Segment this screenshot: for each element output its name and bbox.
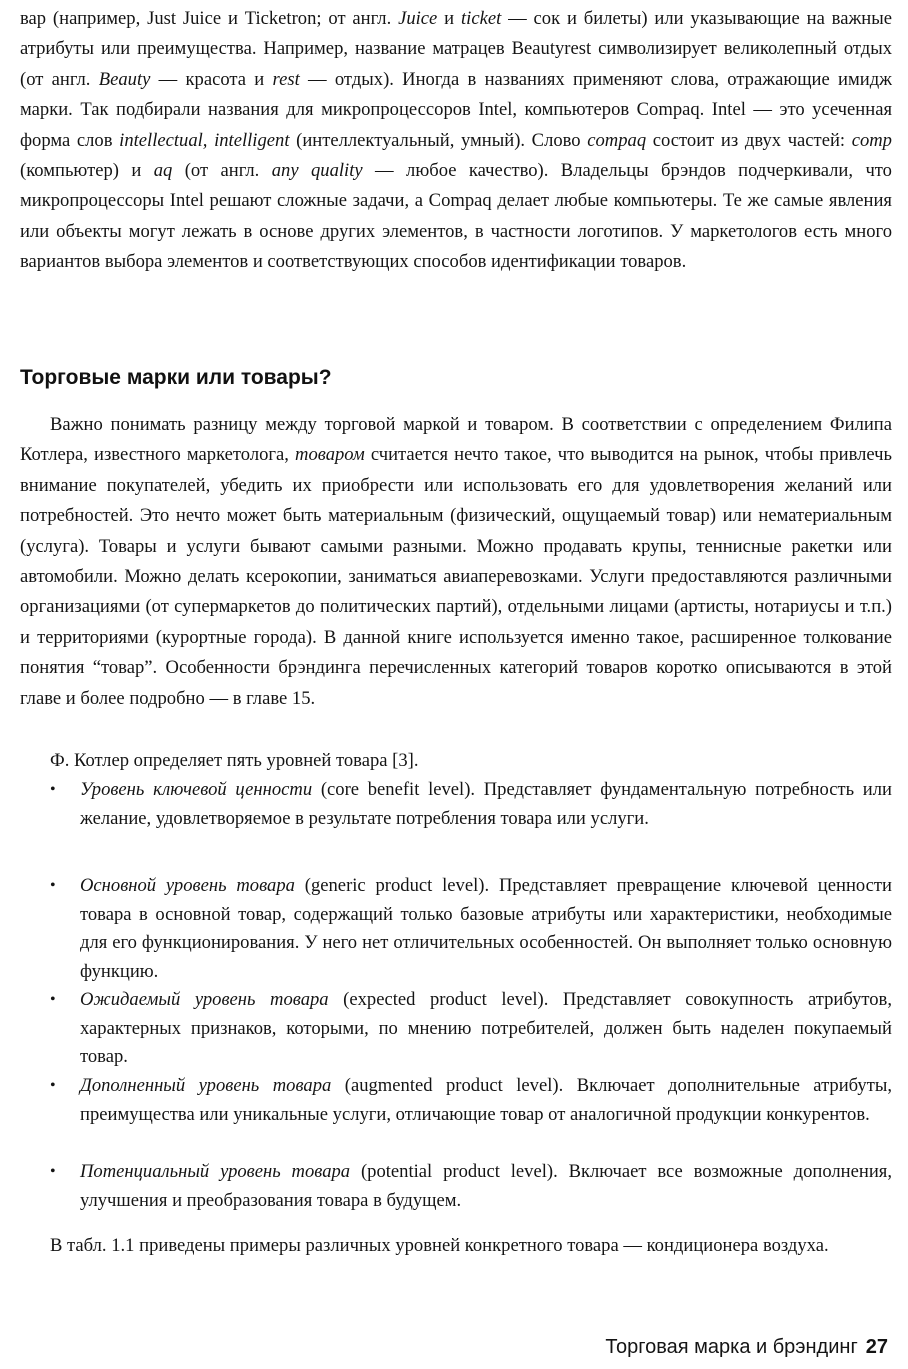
body-text: (компьютер) и (20, 160, 154, 182)
body-text: (интеллектуальный, умный). Слово (289, 129, 588, 151)
list-item-term: Основной уровень товара (80, 875, 295, 896)
section-heading: Торговые марки или товары? (20, 366, 332, 389)
top-paragraph (20, 4, 892, 278)
page-number: 27 (865, 1336, 888, 1358)
list-item-description: (potential product level). Включает все возможные дополнения, улучшения и преобразования товара в будущем. (80, 1161, 892, 1211)
emphasis-text: comp (851, 129, 892, 151)
list-item-term: Ожидаемый уровень товара (80, 989, 329, 1010)
list-item-term: Потенциальный уровень товара (80, 1161, 351, 1182)
paragraph-five-levels-intro: Ф. Котлер определяет пять уровней товара [3]. (50, 750, 419, 771)
page-footer (605, 1334, 888, 1360)
body-text: и (437, 8, 461, 29)
bullet-icon: • (50, 877, 56, 894)
bullet-icon: • (50, 1077, 56, 1094)
bullet-icon: • (50, 1163, 56, 1180)
emphasis-text: ticket (460, 8, 502, 29)
emphasis-text: Beauty (98, 68, 151, 90)
paragraph-table-reference: В табл. 1.1 приведены примеры различных уровней конкретного товара — кондиционера воздуха. (50, 1235, 829, 1256)
list-item-text (80, 1158, 892, 1215)
body-text: считается нечто такое, что выводится на рынок, чтобы привлечь внимание покупателей, убедить их приобрести или использовать его для удовлетворения желаний или потребностей. Это нечто может быть материальным (физический, ощущаемый товар) или нематериальным (услуга). Товары и услуги бывают самыми разными. Можно продавать крупы, теннисные ракетки или автомобили. Можно делать ксерокопии, заниматься авиаперевозками. Услуги предоставляются различными организациями (от супермаркетов до политических партий), отдельными лицами (артисты, нотариусы и т.п.) и территориями (курортные города). В данной книге используется именно такое, расширенное толкование понятия “товар”. Особенности брэндинга перечисленных категорий товаров коротко описываются в этой главе и более подробно — в главе 15. (20, 444, 892, 709)
body-text: — сок и билеты) или указывающие на важные атрибуты или преимущества. Например, название матрацев Beautyrest символизирует великолепный отдых (от англ. (20, 8, 893, 90)
list-item-description: (core benefit level). Представляет фундаментальную потребность или желание, удовлетворяемое в результате потребления товара или услуги. (80, 779, 892, 829)
body-text: — красота и (150, 68, 273, 90)
emphasis-text: товаром (295, 444, 365, 466)
body-text: состоит из двух частей: (646, 129, 852, 151)
running-title: Торговая марка и брэндинг (605, 1336, 858, 1358)
list-item-term: Уровень ключевой ценности (80, 779, 313, 800)
list-item-text (80, 872, 892, 986)
list-item-text (80, 986, 892, 1072)
emphasis-text: intellectual, intelligent (119, 129, 290, 151)
emphasis-text: aq (153, 160, 173, 182)
emphasis-text: Juice (398, 8, 438, 29)
paragraph-product-definition (20, 410, 892, 714)
body-text: вар (например, Just Juice и Ticketron; от англ. (20, 8, 399, 29)
bullet-icon: • (50, 991, 56, 1008)
list-item-description: (expected product level). Представляет совокупность атрибутов, характерных признаков, которыми, по мнению потребителей, должен быть наделен покупаемый товар. (80, 989, 892, 1068)
list-item-term: Дополненный уровень товара (80, 1075, 332, 1096)
emphasis-text: compaq (587, 129, 647, 151)
emphasis-text: rest (272, 68, 300, 90)
body-text: (от англ. (172, 160, 272, 182)
body-text: Важно понимать разницу между торговой маркой и товаром. В соответствии с определением Филипа Котлера, известного маркетолога, (20, 414, 892, 466)
list-item-text (80, 1072, 892, 1129)
list-item-description: (generic product level). Представляет превращение ключевой ценности товара в основной товар, содержащий только базовые атрибуты или характеристики, необходимые для его функционирования. У него нет отличительных особенностей. Он выполняет только основную функцию. (80, 875, 892, 982)
body-text: — любое качество). Владельцы брэндов подчеркивали, что микропроцессоры Intel решают сложные задачи, а Compaq делает любые компьютеры. Те же самые явления или объекты могут лежать в основе других элементов, в частности логотипов. У маркетологов есть много вариантов выбора элементов и соответствующих способов идентификации товаров. (20, 160, 892, 273)
list-item-description: (augmented product level). Включает дополнительные атрибуты, преимущества или уникальные услуги, отличающие товар от аналогичной продукции конкурентов. (80, 1075, 892, 1125)
list-item-text (80, 776, 892, 833)
bullet-icon: • (50, 781, 56, 798)
body-text: — отдых). Иногда в названиях применяют слова, отражающие имидж марки. Так подбирали названия для микропроцессоров Intel, компьютеров Compaq. Intel — это усеченная форма слов (20, 68, 892, 151)
emphasis-text: any quality (271, 160, 363, 182)
